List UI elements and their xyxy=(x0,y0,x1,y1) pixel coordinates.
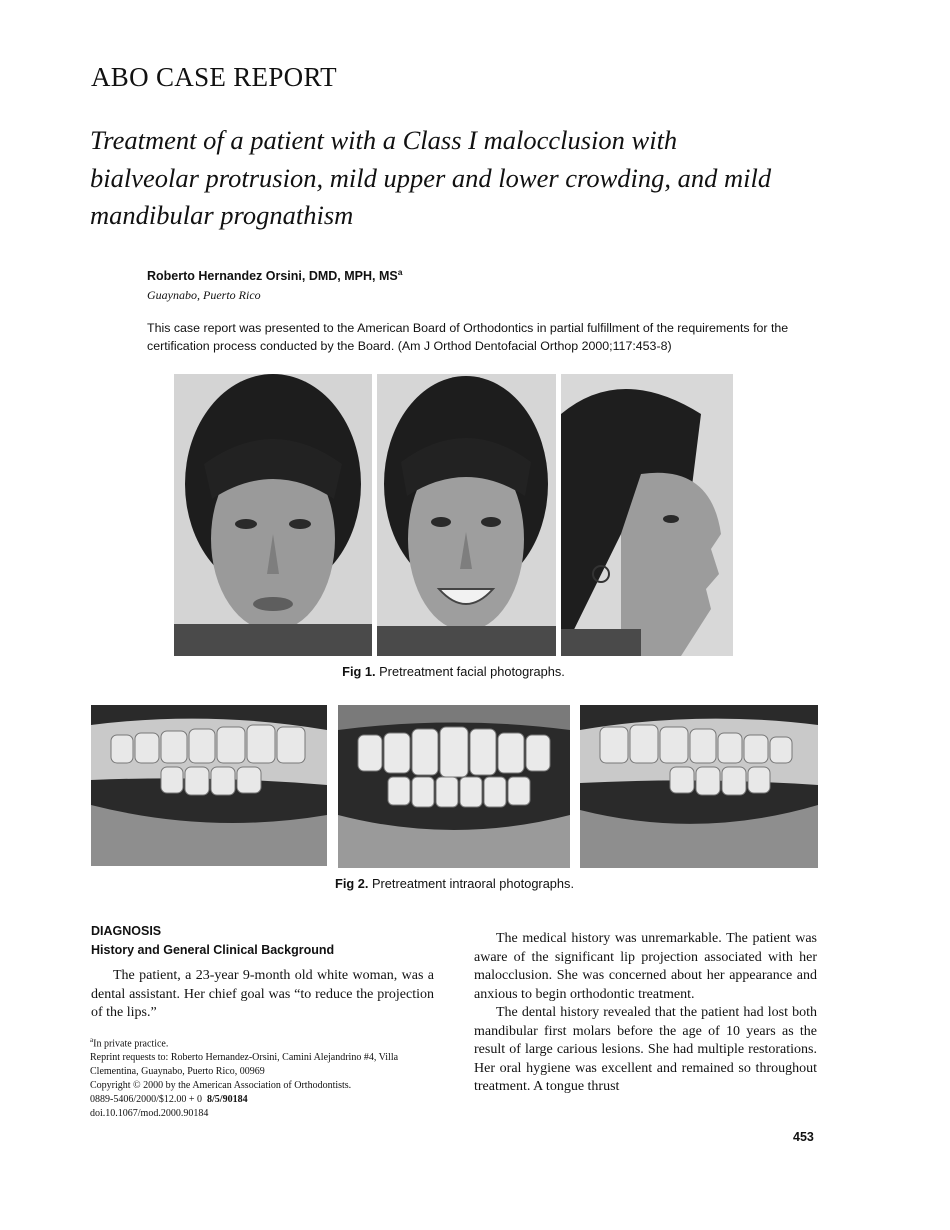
footnotes xyxy=(90,1033,435,1121)
title-line: mandibular prognathism xyxy=(90,200,354,230)
title-line: Treatment of a patient with a Class I malocclusion with xyxy=(90,125,678,155)
figure-1-caption-text: Pretreatment facial photographs. xyxy=(375,664,565,679)
author-line xyxy=(147,267,402,283)
footnote-copyright: Copyright © 2000 by the American Association of Orthodontists. xyxy=(90,1080,352,1092)
intraoral-frontal-photo xyxy=(338,705,570,868)
figure-2-caption xyxy=(91,876,818,891)
paragraph: The patient, a 23-year 9-month old white woman, was a dental assistant. Her chief goal was “to reduce the projection of the lips.” xyxy=(91,968,434,1020)
author-affiliation: Guaynabo, Puerto Rico xyxy=(147,288,261,302)
author-superscript: a xyxy=(397,267,403,277)
section-heading-block xyxy=(91,922,334,960)
author-name: Roberto Hernandez Orsini, DMD, MPH, MS xyxy=(147,269,398,284)
intraoral-left-photo xyxy=(580,705,818,868)
footnote-marker: a xyxy=(90,1036,94,1044)
footnote-doi: doi.10.1067/mod.2000.90184 xyxy=(90,1108,209,1120)
paragraph: The dental history revealed that the patient had lost both mandibular first molars before the age of 10 years as the result of large carious lesions. She had multiple restorations. Her oral hygiene was excellent and remained so throughout treatment. A tongue thrust xyxy=(474,1005,817,1094)
article-title xyxy=(90,122,850,235)
figure-1-caption xyxy=(174,664,733,679)
smiling-face-photo xyxy=(377,374,556,656)
footnote-reprint: Reprint requests to: Roberto Hernandez-Orsini, Camini Alejandrino #4, Villa Clementina, Guaynabo, Puerto Rico, 00969 xyxy=(90,1052,399,1078)
right-column-text xyxy=(474,930,817,1097)
figure-2-label: Fig 2. xyxy=(335,876,369,891)
frontal-face-photo xyxy=(174,374,372,656)
left-column-text xyxy=(91,967,434,1023)
figure-2-caption-text: Pretreatment intraoral photographs. xyxy=(368,876,574,891)
section-heading: DIAGNOSIS xyxy=(91,924,162,938)
intraoral-right-photo xyxy=(91,705,327,866)
footnote-issn xyxy=(90,1093,435,1107)
footnote-affiliation-text: In private practice. xyxy=(93,1038,169,1050)
figure-1-label: Fig 1. xyxy=(342,664,376,679)
page-number: 453 xyxy=(793,1130,814,1144)
footnote-issn-code: 8/5/90184 xyxy=(207,1094,248,1106)
footnote-affiliation xyxy=(90,1033,435,1051)
profile-face-photo xyxy=(561,374,733,656)
section-label: ABO CASE REPORT xyxy=(91,62,337,92)
paragraph: The medical history was unremarkable. The patient was aware of the significant lip projection associated with her malocclusion. She was concerned about her appearance and anxious to begin orthodontic treatment. xyxy=(474,931,817,1002)
subsection-heading: History and General Clinical Background xyxy=(91,943,335,957)
title-line: bialveolar protrusion, mild upper and lower crowding, and mild xyxy=(90,162,772,193)
footnote-issn-text: 0889-5406/2000/$12.00 + 0 xyxy=(90,1094,208,1106)
presentation-note: This case report was presented to the American Board of Orthodontics in partial fulfillment of the requirements for the certification process conducted by the Board. (Am J Orthod Dentofacial Orthop 2000;117:453-8) xyxy=(147,321,789,353)
